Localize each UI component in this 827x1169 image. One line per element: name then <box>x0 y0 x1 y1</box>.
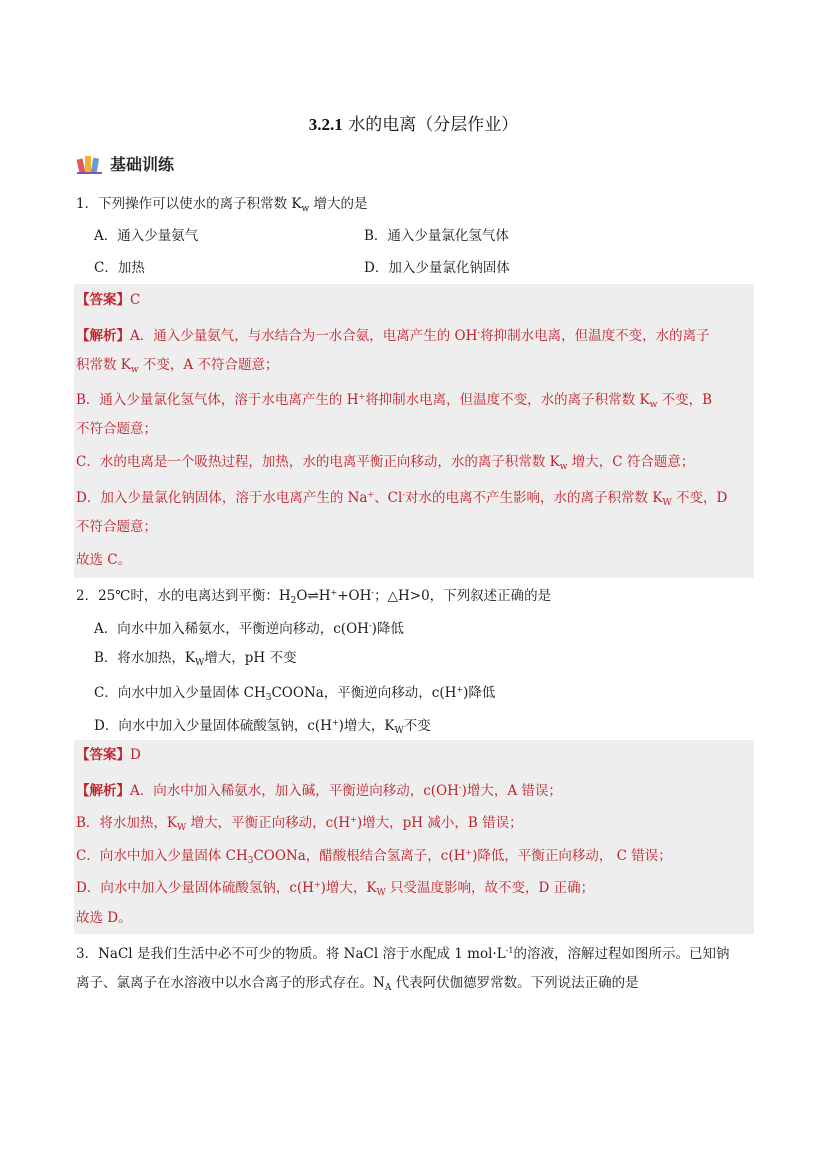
section-label: 基础训练 <box>110 155 175 174</box>
q2-explanation-line-3: C．向水中加入少量固体 $CH_3COONa$，醋酸根结合氢离子，c(H+)降低，平衡正向移动， C 错误； <box>76 848 672 866</box>
title-number: 3.2.1 <box>308 115 343 134</box>
q2-option-c: C．向水中加入少量固体 $CH_3COONa$，平衡逆向移动，c(H+)降低 <box>94 685 496 703</box>
q2-explanation-line-2: B．将水加热，$K_W$ 增大，平衡正向移动，c(H+)增大，pH 减小，B 错误； <box>76 815 523 833</box>
section-header <box>76 152 174 175</box>
q3-stem-line-1: 3．NaCl 是我们生活中必不可少的物质。将 NaCl 溶于水配成 1 $mol\cdot L^{-1}$的溶液，溶解过程如图所示。已知钠 <box>76 946 730 962</box>
q1-option-b: B．通入少量氯化氢气体 <box>364 228 509 244</box>
q2-explanation-line-1: 【解析】A．向水中加入稀氨水，加入碱，平衡逆向移动，c(OH-)增大，A 错误； <box>76 783 562 799</box>
q3-stem-line-2: 离子、氯离子在水溶液中以水合离子的形式存在。$N_A$ 代表阿伏伽德罗常数。下列说法正确的是 <box>76 975 639 993</box>
q2-stem: 2．25℃时，水的电离达到平衡：$H_2O\rightleftharpoons H^++OH^-$；△H>0，下列叙述正确的是 <box>76 588 552 606</box>
q1-explanation-line-1: 【解析】A．通入少量氨气，与水结合为一水合氨，电离产生的 OH-将抑制水电离，但温度不变，水的离子 <box>76 328 710 344</box>
books-icon <box>76 153 104 175</box>
page-title <box>0 110 827 135</box>
q2-option-d: D．向水中加入少量固体硫酸氢钠，c(H+)增大，$K_W$不变 <box>94 718 431 736</box>
q1-explanation-line-6: D．加入少量氯化钠固体，溶于水电离产生的 Na+、Cl-对水的电离不产生影响，水的离子积常数 $K_W$ 不变，D <box>76 490 728 508</box>
q2-answer: 【答案】D <box>76 747 141 763</box>
q1-explanation-line-7: 不符合题意； <box>76 519 157 535</box>
q1-stem: 1．下列操作可以使水的离子积常数 $K_w$ 增大的是 <box>76 196 368 214</box>
q2-option-a: A．向水中加入稀氨水，平衡逆向移动，c(OH-)降低 <box>94 621 404 637</box>
q2-explanation-line-4: D．向水中加入少量固体硫酸氢钠，c(H+)增大，$K_W$ 只受温度影响，故不变，D 正确； <box>76 880 595 898</box>
title-text: 水的电离（分层作业） <box>342 115 519 135</box>
q1-explanation-line-3: B．通入少量氯化氢气体，溶于水电离产生的 H+将抑制水电离，但温度不变，水的离子积常数 $K_w$ 不变，B <box>76 392 713 410</box>
q1-explanation-line-2: 积常数 $K_w$ 不变，A 不符合题意； <box>76 357 279 375</box>
q1-explanation-line-4: 不符合题意； <box>76 421 157 437</box>
q2-explanation-line-5: 故选 D。 <box>76 910 132 926</box>
q1-option-c: C．加热 <box>94 260 145 276</box>
q1-option-d: D．加入少量氯化钠固体 <box>364 260 510 276</box>
q2-option-b: B．将水加热，$K_W$增大，pH 不变 <box>94 650 297 668</box>
q1-option-a: A．通入少量氨气 <box>94 228 199 244</box>
q1-explanation-line-8: 故选 C。 <box>76 552 132 568</box>
q1-answer: 【答案】C <box>76 292 141 308</box>
q1-explanation-line-5: C．水的电离是一个吸热过程，加热，水的电离平衡正向移动，水的离子积常数 $K_w$ 增大，C 符合题意； <box>76 454 695 472</box>
